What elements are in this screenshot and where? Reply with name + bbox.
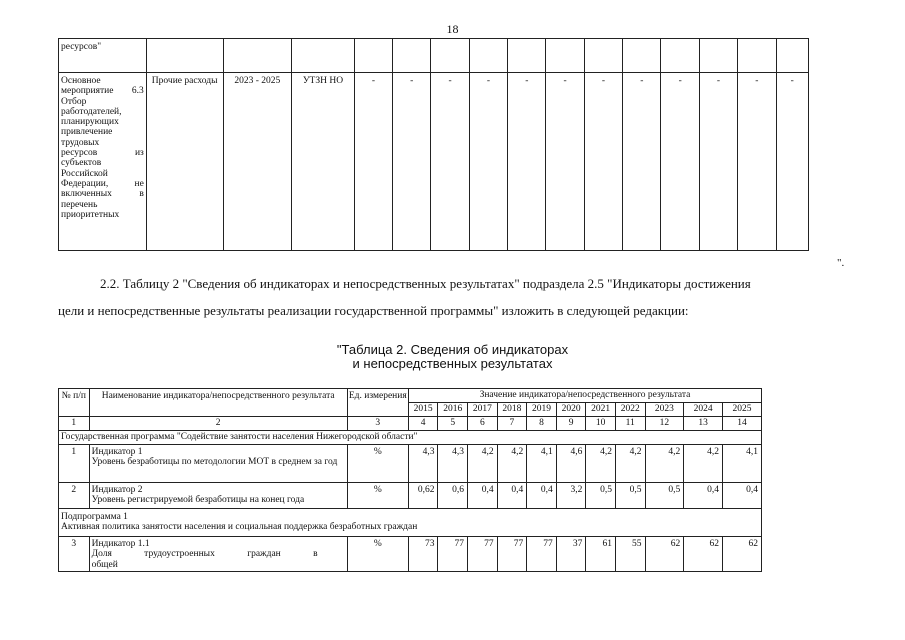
year-header: 2024 [684,403,723,417]
indicator-desc: Уровень регистрируемой безработицы на конец года [91,495,305,505]
measure-name-line: включенных в [61,189,144,200]
value-cell: 55 [615,536,645,572]
header-unit: Ед. измерения [347,389,408,417]
column-number: 1 [59,417,90,431]
indicator-desc: Доля трудоустроенных граждан в общей [91,549,318,570]
value-cell: - [623,73,661,251]
value-cell: 73 [408,536,438,572]
column-numbers-row [59,417,762,431]
value-cell: - [584,73,622,251]
value-cell: 0,4 [723,482,762,508]
year-header: 2020 [556,403,586,417]
section-subprogram [59,508,762,536]
subprogram-desc: Активная политика занятости населения и социальная поддержка безработных граждан [61,522,418,532]
column-number: 5 [438,417,468,431]
measure-name-cell [59,73,147,251]
unit-cell: % [347,444,408,482]
row-num: 1 [59,444,90,482]
value-cell: 77 [438,536,468,572]
row-num: 3 [59,536,90,572]
measure-name-line: трудовых [61,137,100,148]
column-number: 4 [408,417,438,431]
row-num: 2 [59,482,90,508]
year-header: 2023 [645,403,684,417]
measure-name-line: привлечение [61,127,113,138]
value-cell: 4,3 [438,444,468,482]
paragraph-line-1: 2.2. Таблицу 2 "Сведения об индикаторах и непосредственных результатах" подраздела 2.5 "Индикаторы достижения [100,276,751,291]
measure-name-line: Отбор [61,96,87,107]
value-cell: - [738,73,776,251]
year-header: 2019 [527,403,557,417]
value-cell: 62 [723,536,762,572]
value-cell: 4,2 [468,444,498,482]
value-cell: 4,2 [684,444,723,482]
value-cell: - [776,73,808,251]
column-number: 6 [468,417,498,431]
closing-quote: ". [837,257,845,269]
value-cell: - [661,73,699,251]
year-header: 2015 [408,403,438,417]
measure-name-line: Федерации, не [61,178,144,189]
value-cell: 0,4 [497,482,527,508]
column-number: 9 [556,417,586,431]
header-name: Наименование индикатора/непосредственного результата [89,389,347,417]
value-cell: 77 [497,536,527,572]
year-header: 2018 [497,403,527,417]
table-row [59,73,809,251]
column-number: 2 [89,417,347,431]
value-cell: - [431,73,469,251]
value-cell: 0,4 [684,482,723,508]
year-header: 2016 [438,403,468,417]
value-cell: 4,6 [556,444,586,482]
measure-name-line: работодателей, [61,106,122,117]
section-program: Государственная программа "Содействие занятости населения Нижегородской области" [59,430,762,444]
value-cell: 77 [468,536,498,572]
table-title-line-1: "Таблица 2. Сведения об индикаторах [336,342,569,357]
value-cell: 0,62 [408,482,438,508]
value-cell: 0,5 [615,482,645,508]
measure-name-line: ресурсов из [61,148,144,159]
column-number: 11 [615,417,645,431]
year-header: 2021 [586,403,616,417]
measure-name-line: Российской [61,168,108,179]
table-row [59,482,762,508]
column-number: 7 [497,417,527,431]
table-row [59,536,762,572]
column-number: 10 [586,417,616,431]
value-cell: - [546,73,584,251]
value-cell: 62 [645,536,684,572]
indicator-title: Индикатор 1.1 [91,538,150,549]
page-number: 18 [446,22,459,36]
value-cell: 4,2 [497,444,527,482]
year-header: 2025 [723,403,762,417]
value-cell: 37 [556,536,586,572]
executor-cell: УТЗН НО [292,73,355,251]
indicator-desc: Уровень безработицы по методологии МОТ в среднем за год [91,457,338,467]
measure-name-line: перечень [61,199,98,210]
indicator-title: Индикатор 2 [91,484,143,495]
value-cell: - [508,73,546,251]
value-cell: - [393,73,431,251]
header-value-group: Значение индикатора/непосредственного результата [408,389,761,403]
column-number: 3 [347,417,408,431]
column-number: 13 [684,417,723,431]
subprogram-title: Подпрограмма 1 [61,511,128,522]
value-cell: 4,2 [586,444,616,482]
measure-name-line: приоритетных [61,209,120,220]
value-cell: - [699,73,737,251]
unit-cell: % [347,536,408,572]
value-cell: 4,2 [615,444,645,482]
value-cell: 4,1 [723,444,762,482]
value-cell: 0,5 [586,482,616,508]
measure-name-line: Основное [61,76,101,86]
indicator-cell [89,444,347,482]
column-number: 8 [527,417,557,431]
column-number: 12 [645,417,684,431]
indicators-table [58,388,762,572]
indicator-cell [89,536,347,572]
indicator-cell [89,482,347,508]
paragraph-line-2: цели и непосредственные результаты реализации государственной программы" изложить в следующей редакции: [58,303,689,318]
measure-name-line: мероприятие 6.3 [61,86,144,97]
value-cell: 4,3 [408,444,438,482]
value-cell: 4,1 [527,444,557,482]
value-cell: 62 [684,536,723,572]
value-cell: - [354,73,392,251]
header-num: № п/п [59,389,90,417]
table-title-line-2: и непосредственных результатах [352,356,553,371]
source-cell: Прочие расходы [146,73,223,251]
measure-name-line: субъектов [61,158,102,169]
indicator-title: Индикатор 1 [91,446,143,457]
value-cell: 3,2 [556,482,586,508]
value-cell: 4,2 [645,444,684,482]
year-header: 2017 [468,403,498,417]
measure-name-line: планирующих [61,117,119,128]
value-cell: 0,5 [645,482,684,508]
value-cell: 77 [527,536,557,572]
unit-cell: % [347,482,408,508]
continuation-table [58,38,809,251]
value-cell: 61 [586,536,616,572]
table-cell: ресурсов" [59,39,147,73]
value-cell: 0,4 [527,482,557,508]
value-cell: 0,6 [438,482,468,508]
year-header: 2022 [615,403,645,417]
column-number: 14 [723,417,762,431]
period-cell: 2023 - 2025 [223,73,292,251]
table-row [59,444,762,482]
value-cell: 0,4 [468,482,498,508]
value-cell: - [469,73,507,251]
